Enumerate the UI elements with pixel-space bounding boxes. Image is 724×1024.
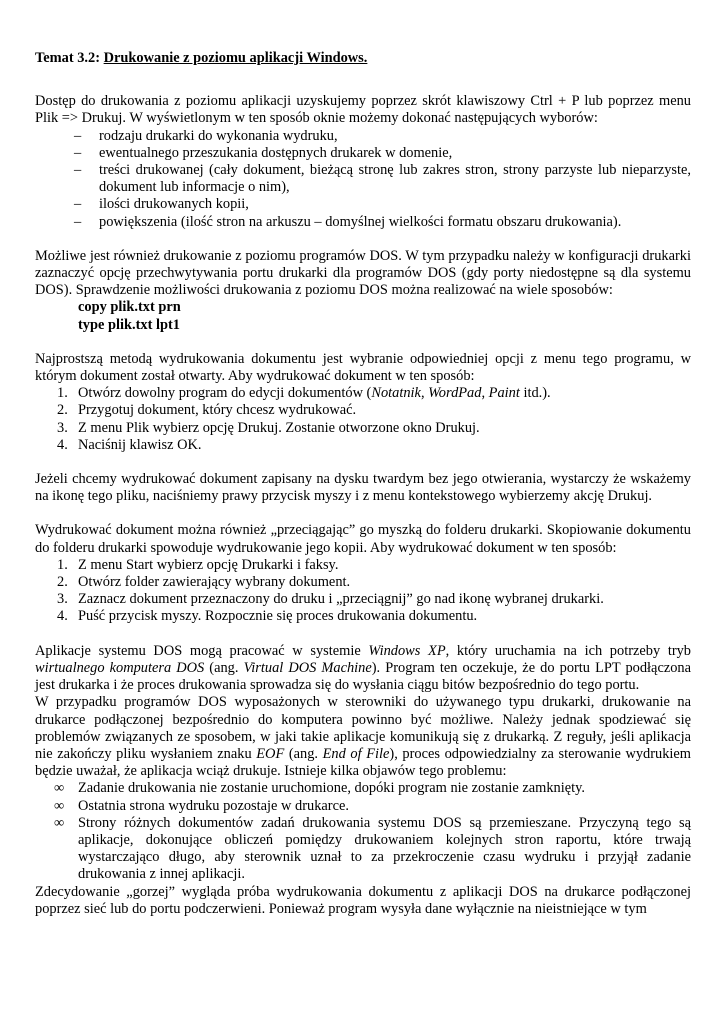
italic-term: Virtual DOS Machine xyxy=(243,659,372,676)
step-number: 2. xyxy=(57,402,68,419)
step-text: Przygotuj dokument, który chcesz wydrukować. xyxy=(78,402,357,419)
spacer xyxy=(35,626,691,643)
step-text: itd.). xyxy=(519,385,551,402)
step-text: Z menu Start wybierz opcję Drukarki i faksy. xyxy=(78,556,339,573)
spacer xyxy=(35,334,691,351)
italic-term: EOF xyxy=(256,745,285,762)
dash-marker: – xyxy=(74,127,82,144)
paragraph-dos: Możliwe jest również drukowanie z poziomu programów DOS. W tym przypadku należy w konfiguracji drukarki zaznaczyć opcję przechwytywania portu drukarki dla programów DOS (gdy porty niedostępne są dla systemu DOS). Sprawdzenie możliwości drukowania z poziomu DOS można realizować na wiele sposobów: xyxy=(35,247,691,299)
step-text: Zaznacz dokument przeznaczony do druku i „przeciągnij” go nad ikonę wybranej drukarki. xyxy=(78,591,604,608)
list-item-text: ilości drukowanych kopii, xyxy=(99,196,249,213)
separator: , xyxy=(420,385,429,402)
list-item xyxy=(35,780,691,797)
text-run: (ang. xyxy=(284,745,323,762)
list-item xyxy=(35,214,691,231)
italic-term: Windows XP xyxy=(368,642,446,659)
step-number: 1. xyxy=(57,385,68,402)
italic-term: wirtualnego komputera DOS xyxy=(35,659,205,676)
list-item xyxy=(35,591,691,608)
list-item xyxy=(35,437,691,454)
spacer xyxy=(35,454,691,471)
text-run: W przypadku programów DOS wyposażonych w sterowniki do używanego typu drukarki, drukowanie na drukarce podłączonej bezpośrednio do komputera powinno być możliwe. Należy jednak spodziewać się problemów związanych ze sposobem, w jaki takie aplikacje komunikują się z drukarką. Z reguły, jeśli aplikacja nie zakończy pliku wysłaniem znaku xyxy=(35,694,691,762)
list-item-text: Zadanie drukowania nie zostanie uruchomione, dopóki program nie zostanie zamknięty. xyxy=(78,780,585,797)
spacer xyxy=(35,505,691,522)
infinity-marker: ∞ xyxy=(54,814,65,831)
step-text: Otwórz folder zawierający wybrany dokument. xyxy=(78,574,351,591)
paragraph-intro: Dostęp do drukowania z poziomu aplikacji uzyskujemy poprzez skrót klawiszowy Ctrl + P lub poprzez menu Plik => Drukuj. W wyświetlonym w ten sposób oknie możemy dokonać następujących wyborów: xyxy=(35,93,691,127)
step-number: 3. xyxy=(57,591,68,608)
text-run: ), proces odpowiedzialny za sterowanie wydrukiem będzie uważał, że aplikacja wciąż drukuje. Istnieje kilka objawów tego problemu: xyxy=(35,745,691,780)
list-item xyxy=(35,574,691,591)
step-text: Otwórz dowolny program do edycji dokumentów ( xyxy=(78,385,372,402)
list-item xyxy=(35,128,691,145)
page-title xyxy=(35,50,691,67)
paragraph-context-menu: Jeżeli chcemy wydrukować dokument zapisany na dysku twardym bez jego otwierania, wystarczy że wskażemy na ikonę tego pliku, naciśniemy prawy przycisk myszy i z menu kontekstowego wybierzemy akcję Drukuj. xyxy=(35,471,691,505)
list-item-text: Ostatnia strona wydruku pozostaje w drukarce. xyxy=(78,797,349,814)
title-prefix: Temat 3.2: xyxy=(35,50,104,66)
steps-list-drag xyxy=(35,557,691,626)
step-number: 3. xyxy=(57,419,68,436)
separator: , xyxy=(481,385,489,402)
paragraph-vdm xyxy=(35,643,691,695)
list-item xyxy=(35,145,691,162)
symptoms-list xyxy=(35,780,691,883)
paragraph-network: Zdecydowanie „gorzej” wygląda próba wydrukowania dokumentu z aplikacji DOS na drukarce podłączonej poprzez sieć lub do portu podczerwieni. Ponieważ program wysyła dane wyłącznie na nieistniejące w tym xyxy=(35,883,691,917)
program-name: Paint xyxy=(488,385,520,402)
program-name: Notatnik xyxy=(371,385,421,402)
step-text: Naciśnij klawisz OK. xyxy=(78,436,202,453)
list-item xyxy=(35,798,691,815)
code-line: copy plik.txt prn xyxy=(78,299,181,316)
list-item-text: Strony różnych dokumentów zadań drukowania systemu DOS są przemieszane. Przyczyną tego są aplikacje, dokonujące obliczeń pomiędzy drukowaniem kolejnych stron raportu, które trwają wystarczająco długo, aby sterownik uznał to za przekroczenie czasu wydruku i przyjął zadanie drukowania z innej aplikacji. xyxy=(78,814,691,883)
list-item xyxy=(35,557,691,574)
document-page xyxy=(35,50,691,918)
step-text: Puść przycisk myszy. Rozpocznie się proces drukowania dokumentu. xyxy=(78,608,478,625)
list-item-text: ewentualnego przeszukania dostępnych drukarek w domenie, xyxy=(99,144,453,161)
text-run: ). Program ten oczekuje, że do portu LPT podłączona jest drukarka i że proces drukowania sprowadza się do wysłania ciągu bitów bezpośrednio do tego portu. xyxy=(35,659,691,694)
text-run: , który uruchamia na ich potrzeby tryb xyxy=(445,642,692,659)
list-item xyxy=(35,196,691,213)
paragraph-simplest-method: Najprostszą metodą wydrukowania dokumentu jest wybranie odpowiedniej opcji z menu tego programu, w którym dokument został otwarty. Aby wydrukować dokument w ten sposób: xyxy=(35,350,691,385)
list-item xyxy=(35,162,691,196)
dash-marker: – xyxy=(74,144,82,161)
infinity-marker: ∞ xyxy=(54,780,65,797)
step-number: 4. xyxy=(57,436,68,453)
paragraph-drivers xyxy=(35,694,691,780)
step-number: 4. xyxy=(57,608,68,625)
dash-marker: – xyxy=(74,162,82,179)
step-text: Z menu Plik wybierz opcję Drukuj. Zostanie otworzone okno Drukuj. xyxy=(78,419,480,436)
italic-term: End of File xyxy=(322,745,390,762)
step-number: 1. xyxy=(57,556,68,573)
title-text: Drukowanie z poziomu aplikacji Windows. xyxy=(103,50,368,66)
dash-marker: – xyxy=(74,213,82,230)
list-item xyxy=(35,815,691,884)
list-item xyxy=(35,420,691,437)
program-name: WordPad xyxy=(428,385,482,402)
list-item xyxy=(35,608,691,625)
text-run: (ang. xyxy=(204,659,244,676)
paragraph-drag-drop: Wydrukować dokument można również „przeciągając” go myszką do folderu drukarki. Skopiowanie dokumentu do folderu drukarki spowoduje wydrukowanie jego kopii. Aby wydrukować dokument w ten sposób: xyxy=(35,522,691,556)
dash-marker: – xyxy=(74,196,82,213)
list-item xyxy=(35,402,691,419)
text-run: Aplikacje systemu DOS mogą pracować w systemie xyxy=(35,642,369,659)
code-line: type plik.txt lpt1 xyxy=(78,316,180,333)
infinity-marker: ∞ xyxy=(54,797,65,814)
list-item-text: powiększenia (ilość stron na arkuszu – domyślnej wielkości formatu obszaru drukowania). xyxy=(99,213,622,230)
list-item-text: treści drukowanej (cały dokument, bieżącą stronę lub zakres stron, strony parzyste lub nieparzyste, dokument lub informacje o nim), xyxy=(99,162,691,196)
steps-list-menu xyxy=(35,385,691,454)
list-item xyxy=(35,385,691,402)
spacer xyxy=(35,231,691,248)
print-options-list xyxy=(35,128,691,231)
step-number: 2. xyxy=(57,574,68,591)
list-item-text: rodzaju drukarki do wykonania wydruku, xyxy=(99,127,338,144)
